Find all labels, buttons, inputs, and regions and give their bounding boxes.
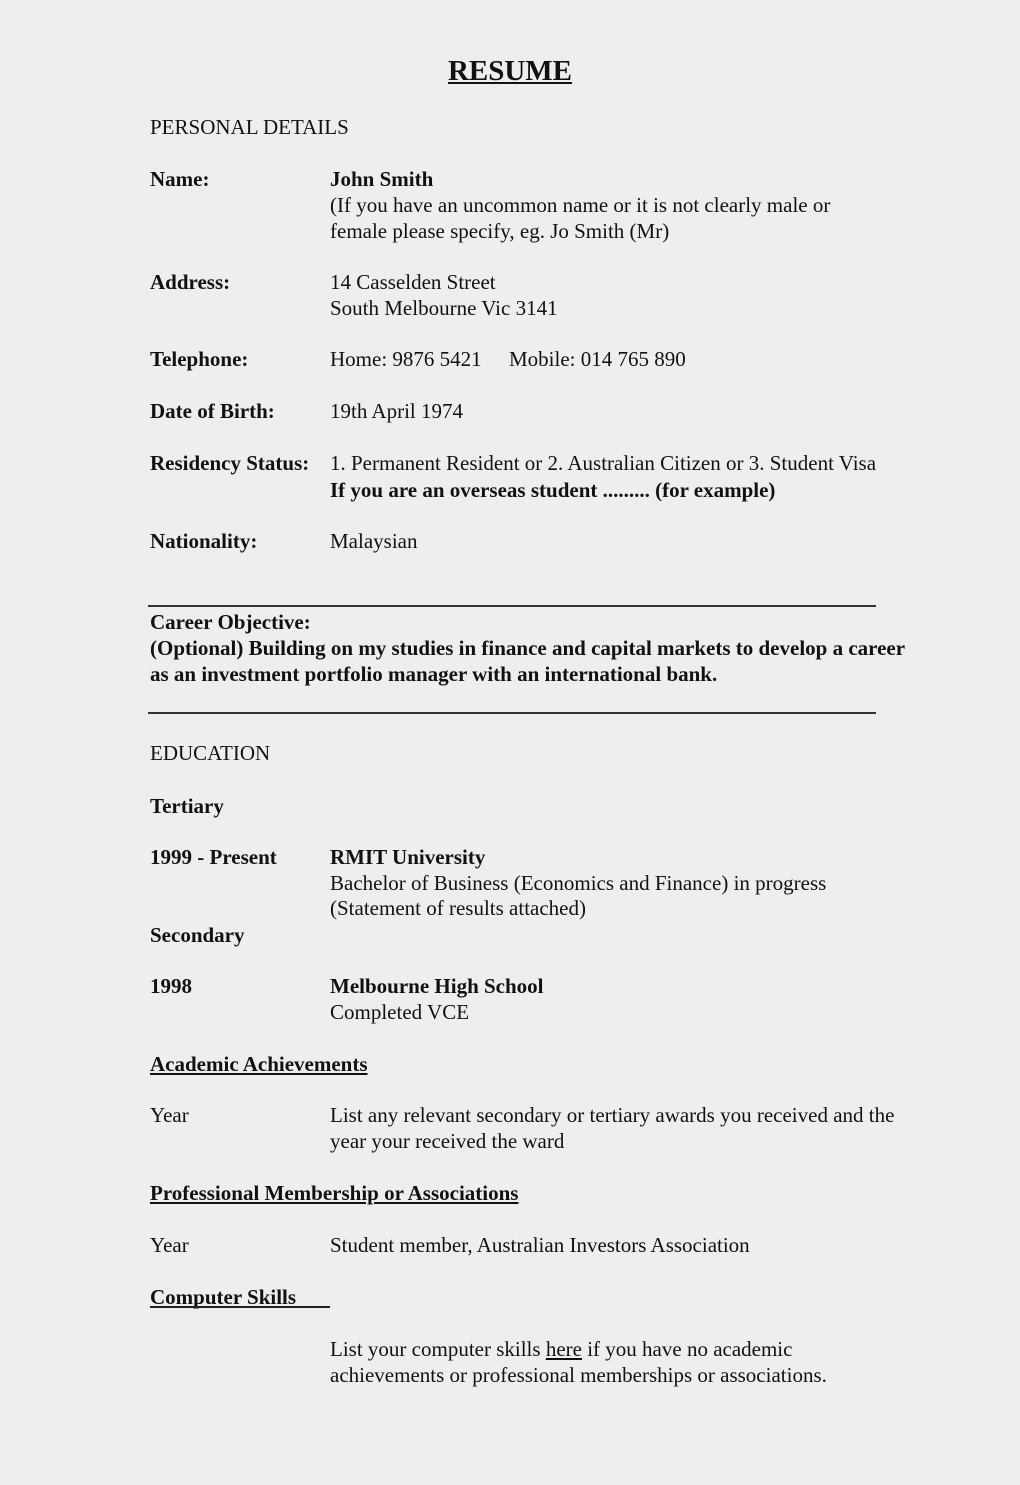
address-line-1: 14 Casselden Street	[330, 270, 496, 294]
professional-membership-heading: Professional Membership or Associations	[150, 1181, 519, 1205]
residency-value: 1. Permanent Resident or 2. Australian Citizen or 3. Student Visa	[330, 451, 877, 475]
dob-label: Date of Birth:	[150, 399, 275, 423]
secondary-institution: Melbourne High School	[330, 974, 544, 998]
career-objective-line-2: as an investment portfolio manager with an international bank.	[150, 662, 718, 686]
tertiary-label: Tertiary	[150, 794, 224, 818]
achievements-year: Year	[150, 1103, 189, 1127]
telephone-mobile: Mobile: 014 765 890	[509, 347, 686, 371]
membership-year: Year	[150, 1233, 189, 1257]
telephone-label: Telephone:	[150, 347, 249, 371]
address-label: Address:	[150, 270, 231, 294]
membership-text: Student member, Australian Investors Association	[330, 1233, 750, 1257]
tertiary-institution: RMIT University	[330, 845, 486, 869]
computer-skills-underline	[150, 1306, 330, 1308]
nationality-value: Malaysian	[330, 529, 418, 553]
computer-skills-text-end: if you have no academic	[581, 1337, 793, 1361]
tertiary-note: (Statement of results attached)	[330, 896, 586, 920]
career-top-divider	[148, 605, 876, 607]
computer-skills-heading: Computer Skills	[150, 1285, 297, 1309]
computer-skills-text-start: List your computer skills	[330, 1337, 546, 1361]
achievements-text-line-1: List any relevant secondary or tertiary awards you received and the	[330, 1103, 895, 1127]
name-note-line-2: female please specify, eg. Jo Smith (Mr)	[330, 219, 670, 243]
dob-value: 19th April 1974	[330, 399, 464, 423]
achievements-text-line-2: year your received the ward	[330, 1129, 565, 1153]
name-note-line-1: (If you have an uncommon name or it is not clearly male or	[330, 193, 831, 217]
academic-achievements-heading: Academic Achievements	[150, 1052, 368, 1076]
name-label: Name:	[150, 167, 210, 191]
secondary-qualification: Completed VCE	[330, 1000, 470, 1024]
resume-title: RESUME	[447, 55, 573, 87]
here-link[interactable]: here	[545, 1337, 582, 1361]
nationality-label: Nationality:	[150, 529, 258, 553]
career-objective-line-1: (Optional) Building on my studies in finance and capital markets to develop a career	[150, 636, 906, 660]
tertiary-degree: Bachelor of Business (Economics and Finance) in progress	[330, 871, 827, 895]
residency-note: If you are an overseas student ......... (for example)	[330, 478, 776, 502]
computer-skills-text-line-2: achievements or professional memberships or associations.	[330, 1363, 827, 1387]
name-value: John Smith	[330, 167, 434, 191]
address-line-2: South Melbourne Vic 3141	[330, 296, 558, 320]
tertiary-year: 1999 - Present	[150, 845, 277, 869]
education-heading: EDUCATION	[150, 741, 271, 765]
telephone-home: Home: 9876 5421	[330, 347, 482, 371]
residency-label: Residency Status:	[150, 451, 310, 475]
career-bottom-divider	[148, 712, 876, 714]
career-objective-heading: Career Objective:	[150, 610, 311, 634]
computer-skills-text-line-1	[330, 1336, 792, 1362]
secondary-label: Secondary	[150, 923, 245, 947]
secondary-year: 1998	[150, 974, 192, 998]
personal-details-heading: PERSONAL DETAILS	[150, 115, 349, 139]
